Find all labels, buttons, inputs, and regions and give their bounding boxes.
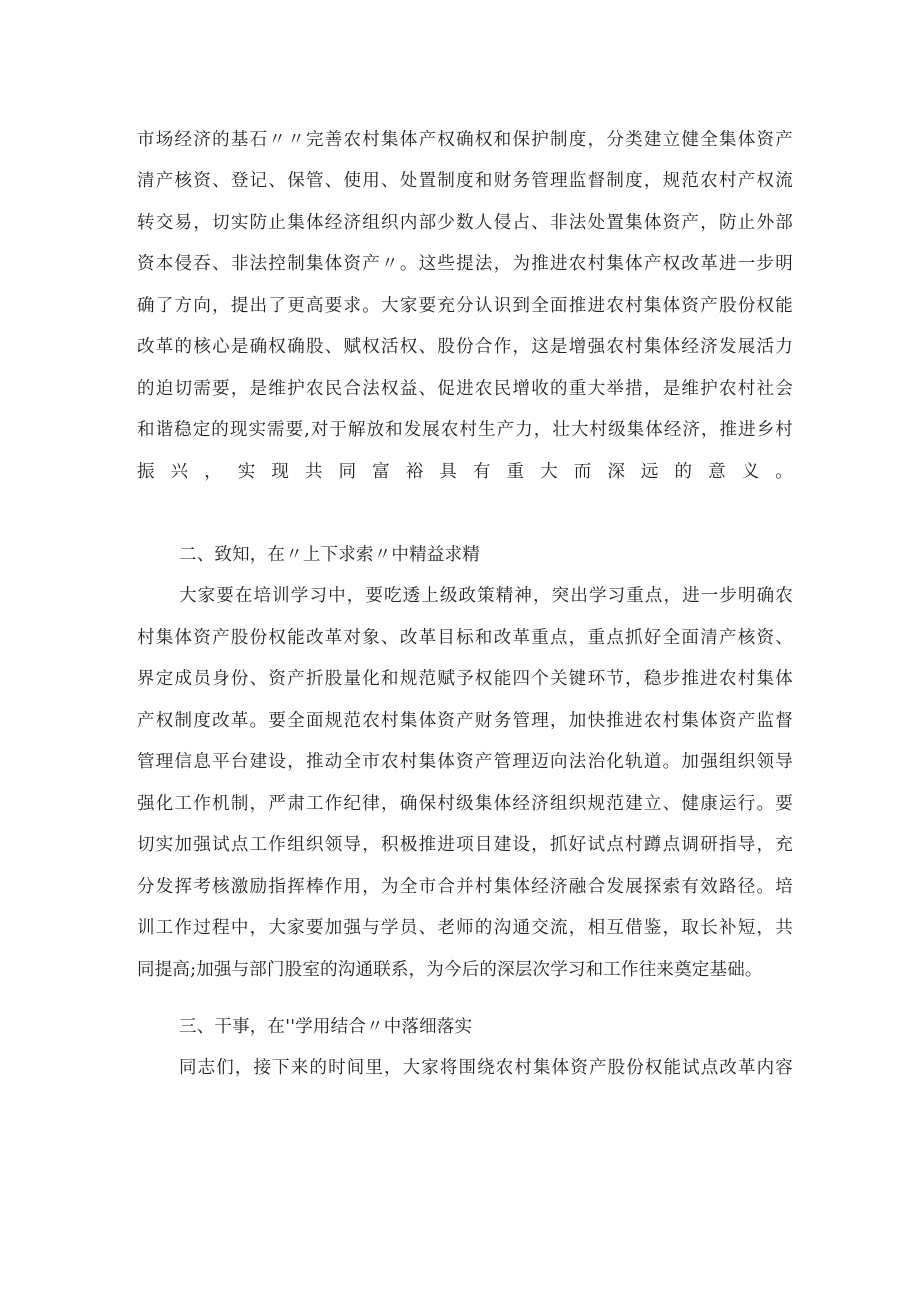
paragraph-2-line-9: 训工作过程中，大家要加强与学员、老师的沟通交流，相互借鉴，取长补短，共 <box>137 918 793 938</box>
paragraph-3-line-1: 同志们，接下来的时间里，大家将围绕农村集体资产股份权能试点改革内容 <box>179 1058 793 1078</box>
paragraph-1-line-5: 确了方向，提出了更高要求。大家要充分认识到全面推进农村集体资产股份权能 <box>137 296 793 316</box>
paragraph-2-line-8: 分发挥考核激励指挥棒作用，为全市合并村集体经济融合发展探索有效路径。培 <box>137 877 793 897</box>
paragraph-2-line-10: 同提高;加强与部门股室的沟通联系，为今后的深层次学习和工作往来奠定基础。 <box>137 960 763 980</box>
paragraph-1-line-8: 和谐稳定的现实需要,对于解放和发展农村生产力，壮大村级集体经济，推进乡村 <box>137 420 793 440</box>
paragraph-1-line-6: 改革的核心是确权确股、赋权活权、股份合作，这是增强农村集体经济发展活力 <box>137 337 793 357</box>
section-heading-3: 三、干事，在''学用结合〃中落细落实 <box>179 1017 473 1037</box>
paragraph-1-line-4: 资本侵吞、非法控制集体资产〃。这些提法，为推进农村集体产权改革进一步明 <box>137 254 793 274</box>
paragraph-2-line-7: 切实加强试点工作组织领导，积极推进项目建设，抓好试点村蹲点调研指导，充 <box>137 835 793 855</box>
paragraph-1-line-3: 转交易，切实防止集体经济组织内部少数人侵占、非法处置集体资产，防止外部 <box>137 213 793 233</box>
paragraph-2-line-3: 界定成员身份、资产折股量化和规范赋予权能四个关键环节，稳步推进农村集体 <box>137 669 793 689</box>
paragraph-2-line-6: 强化工作机制，严肃工作纪律，确保村级集体经济组织规范建立、健康运行。要 <box>137 794 793 814</box>
section-heading-2: 二、致知，在〃上下求索〃中精益求精 <box>179 545 480 565</box>
paragraph-2-line-4: 产权制度改革。要全面规范农村集体资产财务管理，加快推进农村集体资产监督 <box>137 711 793 731</box>
paragraph-1-line-10 <box>137 499 793 527</box>
paragraph-2-line-5: 管理信息平台建设，推动全市农村集体资产管理迈向法治化轨道。加强组织领导 <box>137 752 793 772</box>
paragraph-1-line-9: 振兴，实现共同富裕具有重大而深远的意义。 <box>137 462 793 482</box>
paragraph-2-line-1: 大家要在培训学习中，要吃透上级政策精神，突出学习重点，进一步明确农 <box>179 586 793 606</box>
paragraph-2-line-2: 村集体资产股份权能改革对象、改革目标和改革重点，重点抓好全面清产核资、 <box>137 628 793 648</box>
paragraph-1-line-2: 清产核资、登记、保管、使用、处置制度和财务管理监督制度，规范农村产权流 <box>137 171 793 191</box>
paragraph-1-line-7: 的迫切需要，是维护农民合法权益、促进农民增收的重大举措，是维护农村社会 <box>137 379 793 399</box>
paragraph-1-line-1: 市场经济的基石〃〃完善农村集体产权确权和保护制度，分类建立健全集体资产 <box>137 130 793 150</box>
